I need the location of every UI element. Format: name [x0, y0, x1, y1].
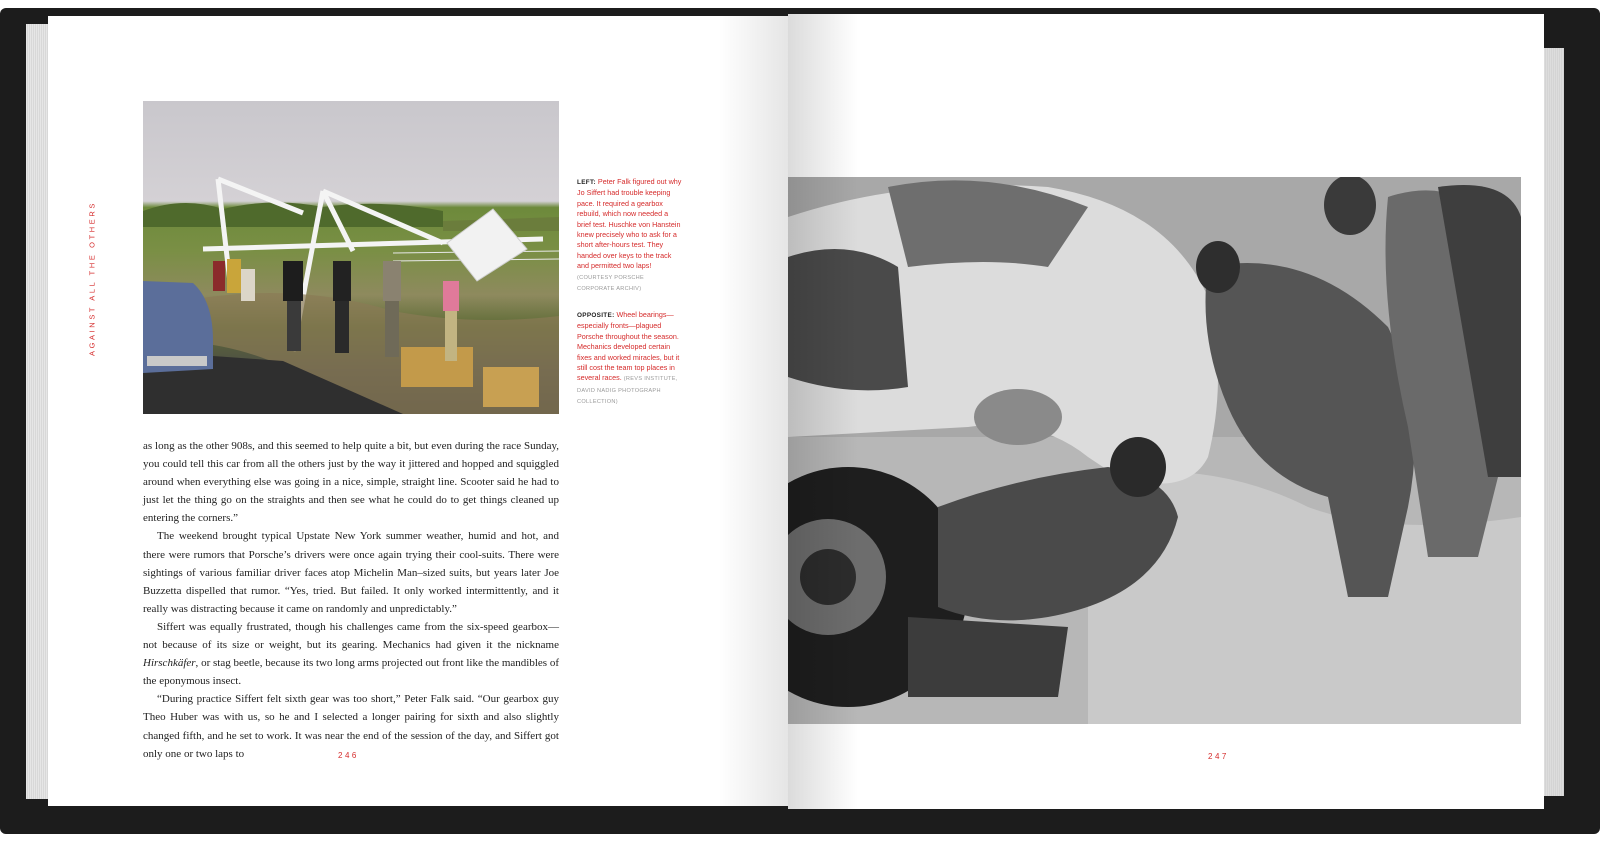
caption-lead: OPPOSITE:	[577, 312, 615, 319]
caption-text: Wheel bearings—especially fronts—plagued Porsche throughout the season. Mechanics developed certain fixes and worked miracles, but it still cost the team top places in several races.	[577, 310, 680, 383]
body-text-run: , or stag beetle, because its two long arms projected out front like the mandibles of the eponymous insect.	[143, 657, 559, 688]
caption-opposite	[577, 310, 683, 408]
running-head-text: AGAINST ALL THE OTHERS	[87, 201, 97, 357]
body-paragraph-3	[143, 618, 559, 690]
body-text-run: as long as the other 908s, and this seemed to help quite a bit, but even during the race Sunday, you could tell this car from all the others just by the way it jittered and hopped and squiggled around when everything else was going in a nice, simple, straight line. Scooter said he had to just let the thing go on the straights and then see what he could do to get things cleaned up entering the corners.”	[143, 440, 559, 525]
bw-photo-art	[788, 177, 1521, 724]
body-text-run: “During practice Siffert felt sixth gear was too short,” Peter Falk said. “Our gearbox guy Theo Huber was with us, so he and I selected a longer pairing for sixth and also slightly changed fifth, and he set to work. It was near the end of the session of the day, and Siffert got only one or two laps to	[143, 693, 559, 760]
caption-credit: (COURTESY PORSCHE CORPORATE ARCHIV)	[577, 274, 645, 293]
color-photo	[143, 101, 559, 414]
body-text-run: The weekend brought typical Upstate New York summer weather, humid and hot, and there were rumors that Porsche’s drivers were once again trying their cool-suits. There were sightings of various familiar driver faces atop Michelin Man–sized suits, but years later Joe Buzzetta dispelled that rumor. “Yes, tried. But failed. It only worked intermittently, and it really was distracting because it came on randomly and unpredictably.”	[143, 530, 559, 615]
body-paragraph-2	[143, 527, 559, 617]
left-page	[48, 16, 788, 806]
body-paragraph-1	[143, 437, 559, 527]
bw-photo	[788, 177, 1521, 724]
gutter-shadow-left	[718, 16, 788, 806]
gutter-shadow-right	[788, 14, 858, 809]
page-edges-left	[26, 24, 50, 799]
body-text-run: Siffert was equally frustrated, though his challenges came from the six-speed gearbox—not because of its size or weight, but its gearing. Mechanics had given it the nickname	[143, 620, 559, 652]
right-page	[788, 14, 1544, 809]
caption-left	[577, 177, 683, 294]
caption-text: Peter Falk figured out why Jo Siffert had trouble keeping pace. It required a gearbox rebuild, which now needed a brief test. Huschke von Hanstein knew precisely who to ask for a short after-hours test. They handed over keys to the track and permitted two laps!	[577, 177, 682, 271]
page-number-left: 246	[338, 751, 359, 760]
running-head	[84, 192, 98, 372]
color-photo-art	[143, 101, 559, 414]
body-text	[143, 437, 559, 763]
page-number-right: 247	[1208, 752, 1229, 761]
caption-lead: LEFT:	[577, 179, 596, 186]
caption-credit: (REVS INSTITUTE, DAVID NADIG PHOTOGRAPH COLLECTION)	[577, 376, 678, 406]
body-text-italic: Hirschkäfer	[143, 657, 196, 670]
